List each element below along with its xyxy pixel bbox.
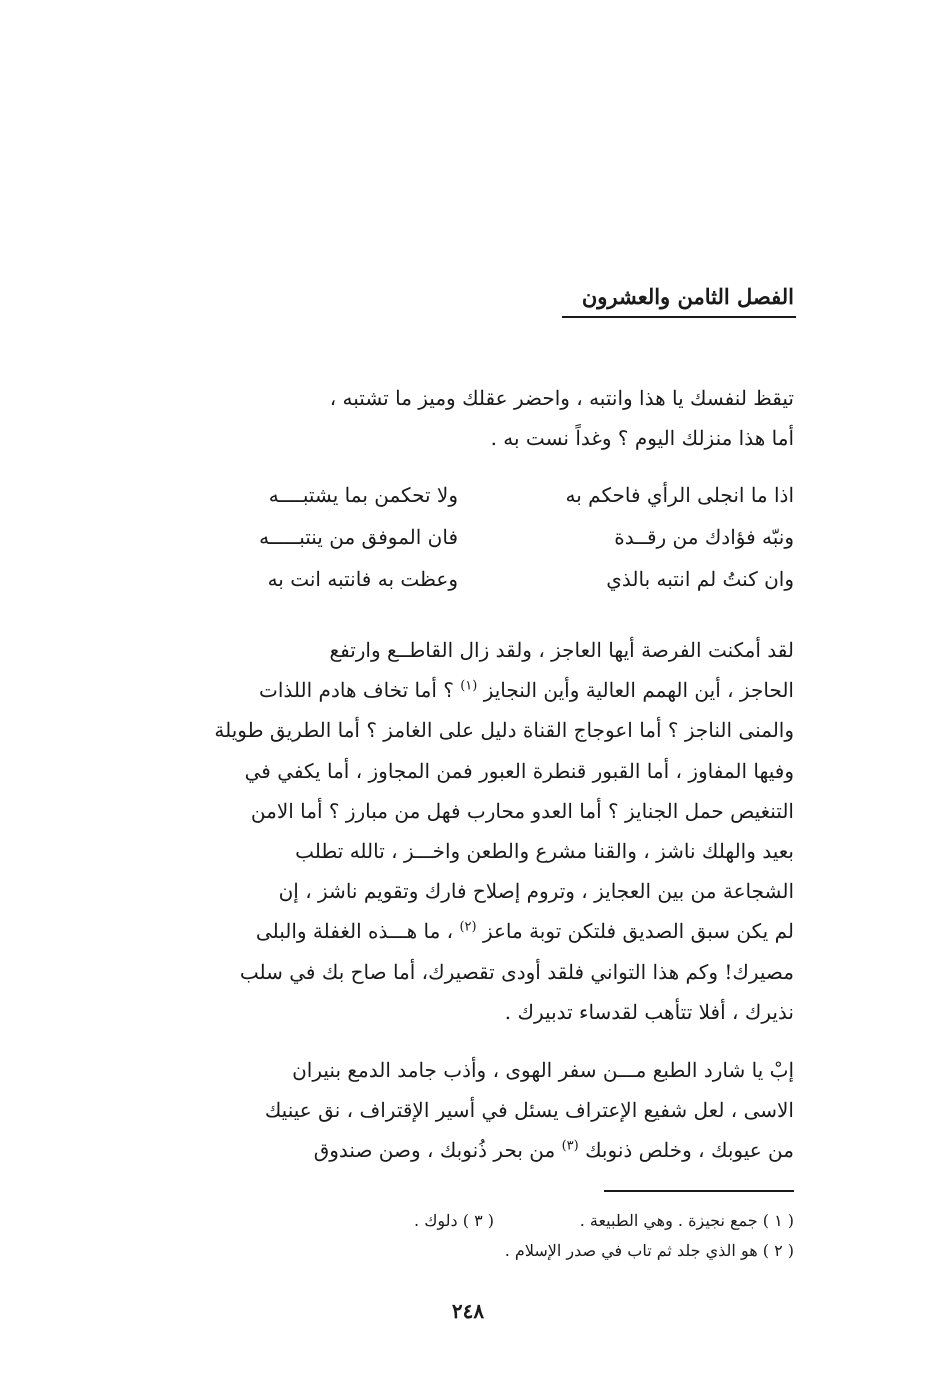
paragraph-line: نذيرك ، أفلا تتأهب لقدساء تدبيرك .	[504, 999, 794, 1024]
paragraph-line: وفيها المفاوز ، أما القبور قنطرة العبور فمن المجاوز ، أما يكفي في	[244, 758, 794, 783]
poem	[158, 474, 794, 600]
paragraph-line	[158, 1130, 794, 1170]
footnote-ref-3: (٣)	[561, 1138, 579, 1154]
chapter-title: الفصل الثامن والعشرون	[581, 284, 794, 309]
paragraph-line: التنغيص حمل الجنايز ؟ أما العدو محارب فهل من مبارز ؟ أما الامن	[250, 798, 794, 823]
verse-first-hemistich: وان كنتُ لم انتبه بالذي	[606, 567, 794, 591]
verse-second-hemistich: ولا تحكمن بما يشتبــــه	[268, 483, 458, 507]
paragraph-line-segment: ؟ أما تخاف هادم اللذات	[259, 678, 454, 703]
paragraph-line: الاسى ، لعل شفيع الإعتراف يسئل في أسير الإقتراف ، نق عينيك	[264, 1098, 794, 1123]
paragraph-line: تيقظ لنفسك يا هذا وانتبه ، واحضر عقلك وميز ما تشتبه ،	[329, 386, 794, 410]
verse-first-hemistich: ونبّه فؤادك من رقــدة	[614, 525, 794, 549]
paragraph-line-segment: الحاجز ، أين الهمم العالية وأين النجايز	[483, 678, 794, 703]
paragraph-line: لقد أمكنت الفرصة أيها العاجز ، ولقد زال القاطــع وارتفع	[329, 638, 794, 662]
paragraph-line: بعيد والهلك ناشز ، والقنا مشرع والطعن واخـــز ، تالله تطلب	[295, 839, 794, 864]
footnote-ref-2: (٢)	[459, 919, 477, 935]
footnotes	[158, 1206, 794, 1266]
paragraph-line-segment: لم يكن سبق الصديق فلتكن توبة ماعز	[482, 919, 794, 944]
footnote-ref-1: (١)	[460, 678, 478, 694]
paragraph-line: إبْ يا شارد الطبع مـــن سفر الهوى ، وأذب جامد الدمع بنيران	[292, 1058, 794, 1082]
verse-first-hemistich: اذا ما انجلى الرأي فاحكم به	[565, 483, 794, 507]
paragraph-3	[158, 1050, 794, 1171]
paragraph-line: أما هذا منزلك اليوم ؟ وغداً نست به .	[490, 426, 794, 451]
paragraph-line-segment: من بحر ذُنوبك ، وصن صندوق	[313, 1138, 556, 1163]
footnote-row	[158, 1236, 794, 1266]
verse-second-hemistich: فان الموفق من ينتبـــــه	[259, 525, 458, 549]
poem-verse	[158, 474, 794, 516]
paragraph-line	[158, 911, 794, 951]
paragraph-line: والمنى الناجز ؟ أما اعوجاج القناة دليل على الغامز ؟ أما الطريق طويلة	[214, 718, 794, 743]
footnote-row	[158, 1206, 794, 1236]
paragraph-2	[158, 630, 794, 1032]
verse-second-hemistich: وعظت به فانتبه انت به	[267, 567, 458, 591]
paragraph-line	[158, 670, 794, 710]
poem-verse	[158, 558, 794, 600]
footnote-2: ( ٢ ) هو الذي جلد ثم تاب في صدر الإسلام .	[504, 1241, 794, 1260]
paragraph-line-segment: من عيوبك ، وخلص ذنوبك	[585, 1138, 794, 1163]
paragraph-line: مصيرك! وكم هذا التواني فلقد أودى تقصيرك، أما صاح بك في سلب	[239, 959, 794, 984]
page-number: ٢٤٨	[451, 1299, 485, 1323]
footnote-separator	[604, 1190, 794, 1192]
footnote-3: ( ٣ ) دلوك .	[414, 1211, 494, 1230]
footnote-1: ( ١ ) جمع نجيزة . وهي الطبيعة .	[579, 1211, 794, 1230]
paragraph-1	[158, 378, 794, 458]
poem-verse	[158, 516, 794, 558]
title-underline	[562, 316, 796, 318]
paragraph-line: الشجاعة من بين العجايز ، وتروم إصلاح فارك وتقويم ناشز ، إن	[278, 879, 794, 904]
paragraph-line-segment: ، ما هـــذه الغفلة والبلى	[255, 919, 454, 944]
